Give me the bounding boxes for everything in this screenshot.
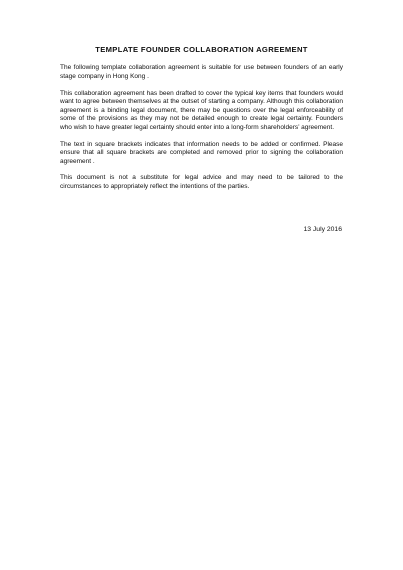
scope-paragraph: This collaboration agreement has been drafted to cover the typical key items that founders would want to agree between themselves at the outset of starting a company. Although this collaboration agreement is a binding legal document, there may be questions over the legal enforceability of some of the provisions as they may not be detailed enough to create legal certainty. Founders who wish to have greater legal certainty should enter into a long-form shareholders’ agreement. [60, 89, 343, 131]
disclaimer-paragraph: This document is not a substitute for legal advice and may need to be tailored to the circumstances to appropriately reflect the intentions of the parties. [60, 174, 343, 190]
document-date: 13 July 2016 [303, 226, 342, 233]
document-title: TEMPLATE FOUNDER COLLABORATION AGREEMENT [95, 45, 308, 54]
square-brackets-paragraph: The text in square brackets indicates that information needs to be added or confirmed. Please ensure that all square brackets are completed and removed prior to signing the collaboration agreement . [60, 140, 343, 165]
intro-paragraph: The following template collaboration agreement is suitable for use between founders of an early stage company in Hong Kong . [60, 64, 343, 80]
